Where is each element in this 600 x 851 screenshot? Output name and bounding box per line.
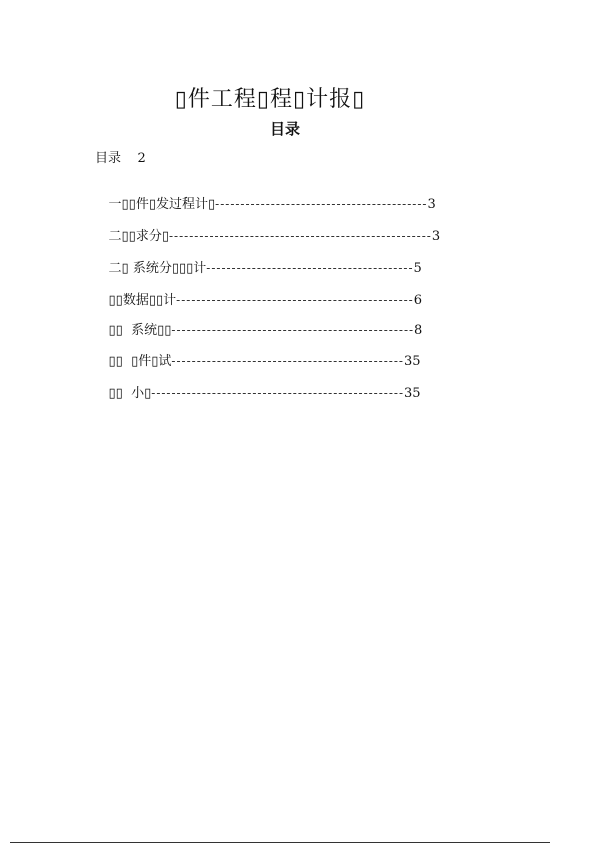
toc-leader: ----------------------------------------------------	[169, 229, 432, 243]
document-title: ▯件工程▯程▯计报▯	[174, 87, 366, 112]
toc-entry-page: 3	[427, 197, 436, 212]
toc-entry-page: 5	[413, 261, 422, 276]
toc-entry[interactable]	[92, 334, 477, 369]
toc-leader: --------------------------------------------------	[151, 386, 404, 400]
toc-entry-page: 8	[414, 323, 423, 338]
toc-entry-label: 二▯ 系统分▯▯▯计	[108, 261, 207, 276]
toc-entry-page: 35	[404, 386, 421, 401]
toc-entry-page: 3	[431, 229, 441, 244]
toc-leader: ----------------------------------------------	[171, 354, 404, 368]
toc-entry[interactable]	[92, 209, 487, 244]
page-bottom-rule	[10, 842, 550, 843]
toc-entry[interactable]	[92, 177, 477, 212]
toc-heading: 目录 2	[95, 151, 146, 166]
toc-entry-label: ▯▯ 系统▯▯	[108, 323, 172, 338]
toc-entry-page: 35	[403, 354, 421, 369]
toc-entry-label: 二▯▯求分▯	[108, 229, 169, 244]
toc-entry-label: 一▯▯件▯发过程计▯	[108, 197, 216, 212]
toc-leader: ------------------------------------------------	[171, 323, 415, 337]
toc-leader: -----------------------------------------------	[176, 293, 414, 307]
toc-title: 目录	[269, 120, 300, 138]
toc-leader: -----------------------------------------	[206, 261, 414, 275]
toc-entry[interactable]	[92, 241, 477, 276]
toc-entry[interactable]	[92, 273, 477, 308]
toc-leader: ------------------------------------------	[215, 197, 428, 211]
toc-entry[interactable]	[92, 366, 487, 401]
toc-entry-label: ▯▯ ▯件▯试	[108, 354, 172, 369]
toc-entry[interactable]	[92, 303, 477, 338]
toc-entry-label: ▯▯数据▯▯计	[108, 293, 177, 308]
toc-entry-page: 6	[413, 293, 423, 308]
toc-entry-label: ▯▯ 小▯	[108, 386, 152, 401]
